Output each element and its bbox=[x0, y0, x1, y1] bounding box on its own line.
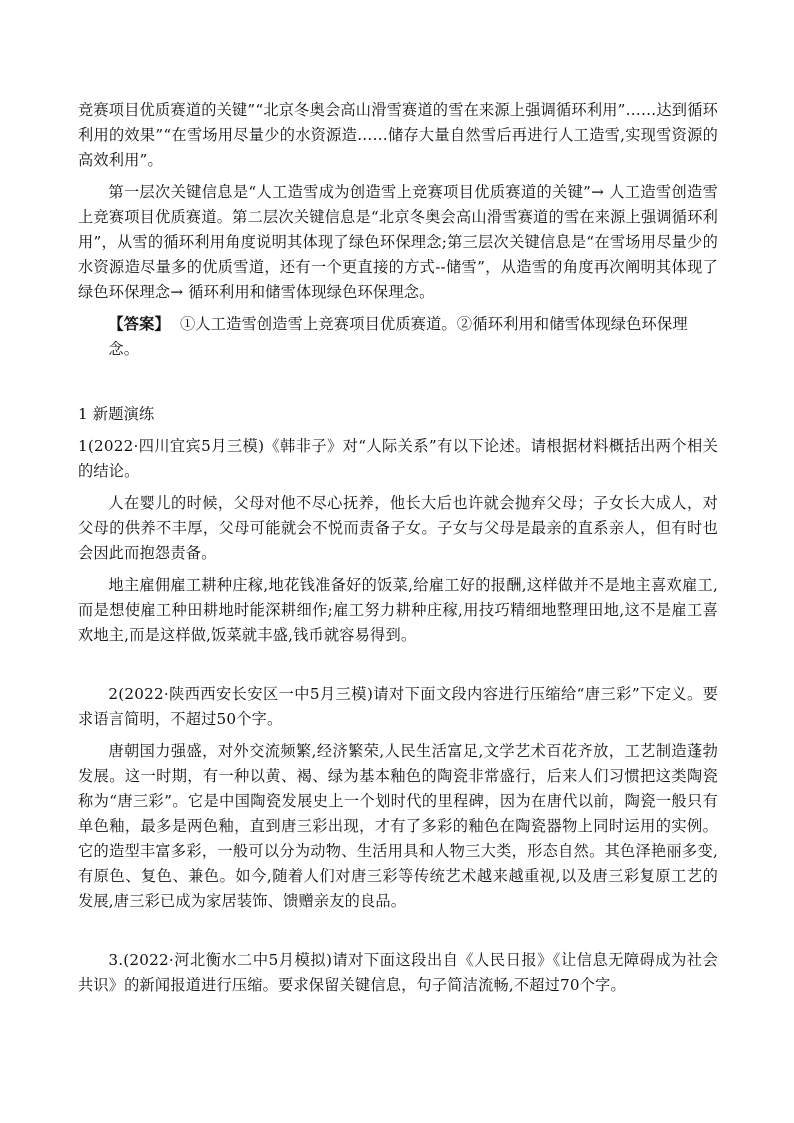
question-1-material-1: 人在婴儿的时候，父母对他不尽心抚养，他长大后也许就会抛弃父母；子女长大成人，对父母的供养不丰厚，父母可能就会不悦而责备子女。子女与父母是最亲的直系亲人，但有时也会因此而抱怨责备。 bbox=[78, 494, 718, 562]
question-2-material: 唐朝国力强盛，对外交流频繁,经济繁荣,人民生活富足,文学艺术百花齐放，工艺制造蓬勃发展。这一时期，有一种以黄、褐、绿为基本釉色的陶瓷非常盛行，后来人们习惯把这类陶瓷称为“唐三彩”。它是中国陶瓷发展史上一个划时代的里程碑，因为在唐代以前，陶瓷一般只有单色釉，最多是两色釉，直到唐三彩出现，才有了多彩的釉色在陶瓷器物上同时运用的实例。它的造型丰富多彩，一般可以分为动物、生活用具和人物三大类，形态自然。其色泽艳丽多变,有原色、复色、兼色。如今,随着人们对唐三彩等传统艺术越来越重视,以及唐三彩复原工艺的发展,唐三彩已成为家居装饰、馈赠亲友的良品。 bbox=[78, 742, 718, 910]
question-1-prompt: 1(2022·四川宜宾5月三模)《韩非子》对“人际关系”有以下论述。请根据材料概括出两个相关的结论。 bbox=[78, 437, 718, 480]
section-title: 1 新题演练 bbox=[78, 405, 155, 423]
question-3-prompt: 3.(2022·河北衡水二中5月模拟)请对下面这段出自《人民日报》《让信息无障碍成为社会共识》的新闻报道进行压缩。要求保留关键信息，句子简洁流畅,不超过70个字。 bbox=[78, 951, 718, 994]
question-2-prompt: 2(2022·陕西西安长安区一中5月三模)请对下面文段内容进行压缩给“唐三彩”下定义。要求语言简明，不超过50个字。 bbox=[78, 685, 718, 728]
analysis-paragraph-2: 第一层次关键信息是“人工造雪成为创造雪上竞赛项目优质赛道的关键”→ 人工造雪创造雪上竞赛项目优质赛道。第二层次关键信息是“北京冬奥会高山滑雪赛道的雪在来源上强调循环利用”，从雪的循环利用角度说明其体现了绿色环保理念;第三层次关键信息是“在雪场用尽量少的水资源造尽量多的优质雪道，还有一个更直接的方式--储雪”，从造雪的角度再次阐明其体现了绿色环保理念→ 循环利用和储雪体现绿色环保理念。 bbox=[78, 183, 718, 301]
analysis-paragraph-1: 竞赛项目优质赛道的关键”“北京冬奥会高山滑雪赛道的雪在来源上强调循环利用”……达到循环利用的效果”“在雪场用尽量少的水资源造……储存大量自然雪后再进行人工造雪,实现雪资源的高效利用”。 bbox=[78, 101, 718, 169]
answer-label: 【答案】 bbox=[108, 315, 170, 333]
question-1-material-2: 地主雇佣雇工耕种庄稼,地花钱准备好的饭菜,给雇工好的报酬,这样做并不是地主喜欢雇工,而是想使雇工种田耕地时能深耕细作;雇工努力耕种庄稼,用技巧精细地整理田地,这不是雇工喜欢地主,而是这样做,饭菜就丰盛,钱币就容易得到。 bbox=[78, 576, 718, 644]
answer-text: ①人工造雪创造雪上竞赛项目优质赛道。②循环利用和储雪体现绿色环保理念。 bbox=[108, 315, 688, 358]
document-body bbox=[78, 98, 718, 998]
answer-line bbox=[78, 312, 718, 362]
